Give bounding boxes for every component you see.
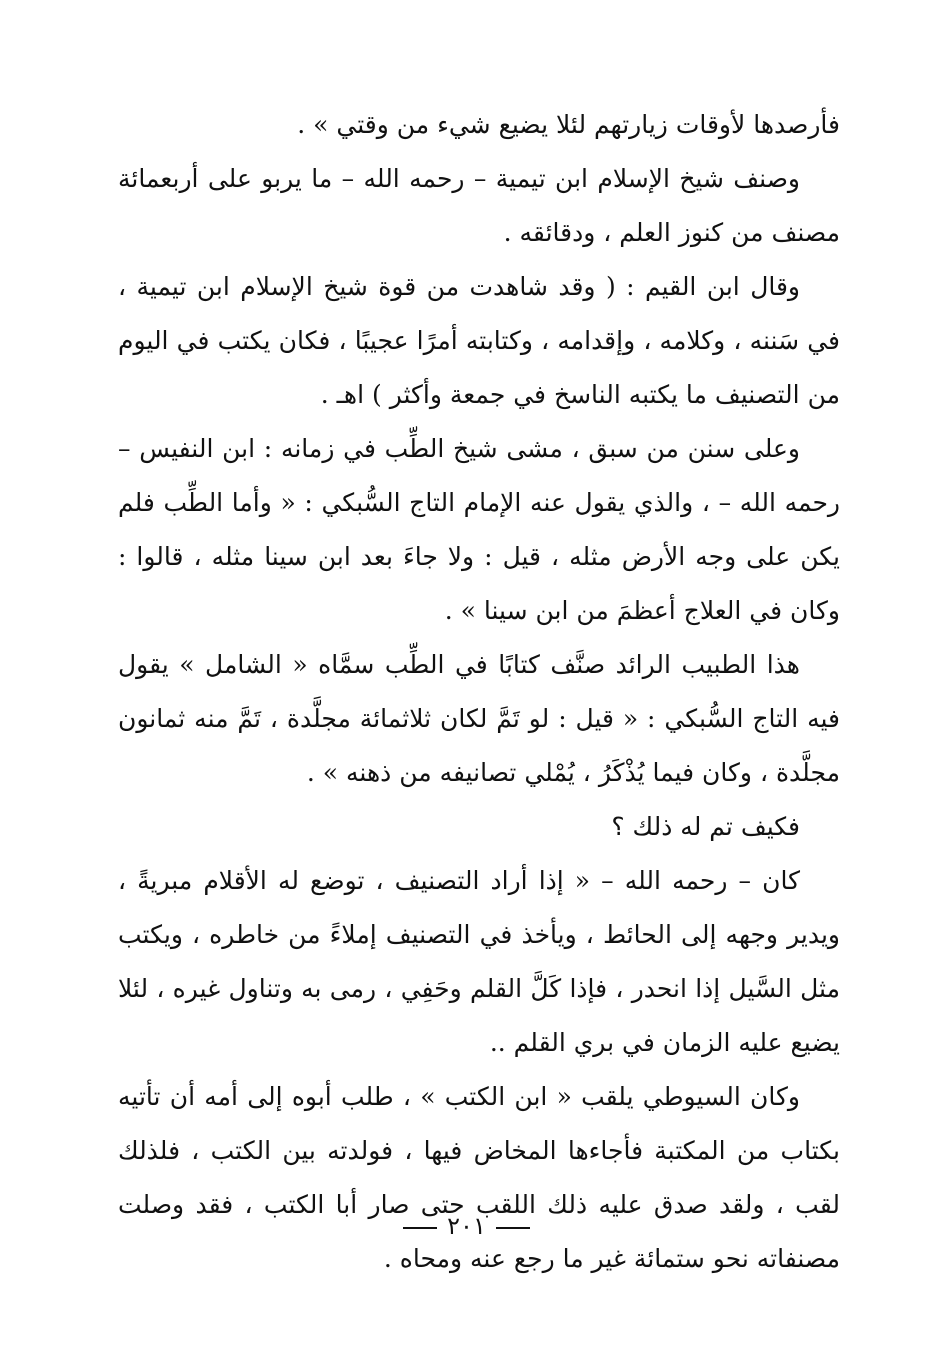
page-number-dash-left [403,1227,437,1229]
paragraph-4: وعلى سنن من سبق ، مشى شيخ الطِّب في زمانه : ابن النفيس – رحمه الله – ، والذي يقول عنه الإمام التاج السُّبكي : « وأما الطِّب فلم يكن على وجه الأرض مثله ، قيل : ولا جاءَ بعد ابن سينا مثله ، قالوا : وكان في العلاج أعظمَ من ابن سينا » . [118,434,840,625]
body-text [118,98,840,1286]
paragraph-7: كان – رحمه الله – « إذا أراد التصنيف ، توضع له الأقلام مبريةً ، ويدير وجهه إلى الحائط ، ويأخذ في التصنيف إملاءً من خاطره ، ويكتب مثل السَّيل إذا انحدر ، فإذا كَلَّ القلم وحَفِي ، رمى به وتناول غيره ، لئلا يضيع عليه الزمان في بري القلم .. [118,866,840,1057]
page-number [0,1208,933,1244]
page-number-text: ٢٠١ [447,1212,486,1240]
paragraph-8: وكان السيوطي يلقب « ابن الكتب » ، طلب أبوه إلى أمه أن تأتيه بكتاب من المكتبة فأجاءها المخاض فيها ، فولدته بين الكتب ، فلذلك لقب ، ولقد صدق عليه ذلك اللقب حتى صار أبا الكتب ، فقد وصلت مصنفاته نحو ستمائة غير ما رجع عنه ومحاه . [118,1082,840,1273]
page-number-dash-right [496,1227,530,1229]
paragraph-2: وصنف شيخ الإسلام ابن تيمية – رحمه الله – ما يربو على أربعمائة مصنف من كنوز العلم ، ودقائقه . [118,164,840,247]
paragraph-1: فأرصدها لأوقات زيارتهم لئلا يضيع شيء من وقتي » . [297,110,840,139]
paragraph-3: وقال ابن القيم : ( وقد شاهدت من قوة شيخ الإسلام ابن تيمية ، في سَننه ، وكلامه ، وإقدامه ، وكتابته أمرًا عجيبًا ، فكان يكتب في اليوم من التصنيف ما يكتبه الناسخ في جمعة وأكثر ) اهـ . [118,272,840,409]
paragraph-5: هذا الطبيب الرائد صنَّف كتابًا في الطِّب سمَّاه « الشامل » يقول فيه التاج السُّبكي : « قيل : لو تَمَّ لكان ثلاثمائة مجلَّدة ، تَمَّ منه ثمانون مجلَّدة ، وكان فيما يُذْكَرُ ، يُمْلي تصانيفه من ذهنه » . [118,650,840,787]
paragraph-6: فكيف تم له ذلك ؟ [611,812,800,841]
